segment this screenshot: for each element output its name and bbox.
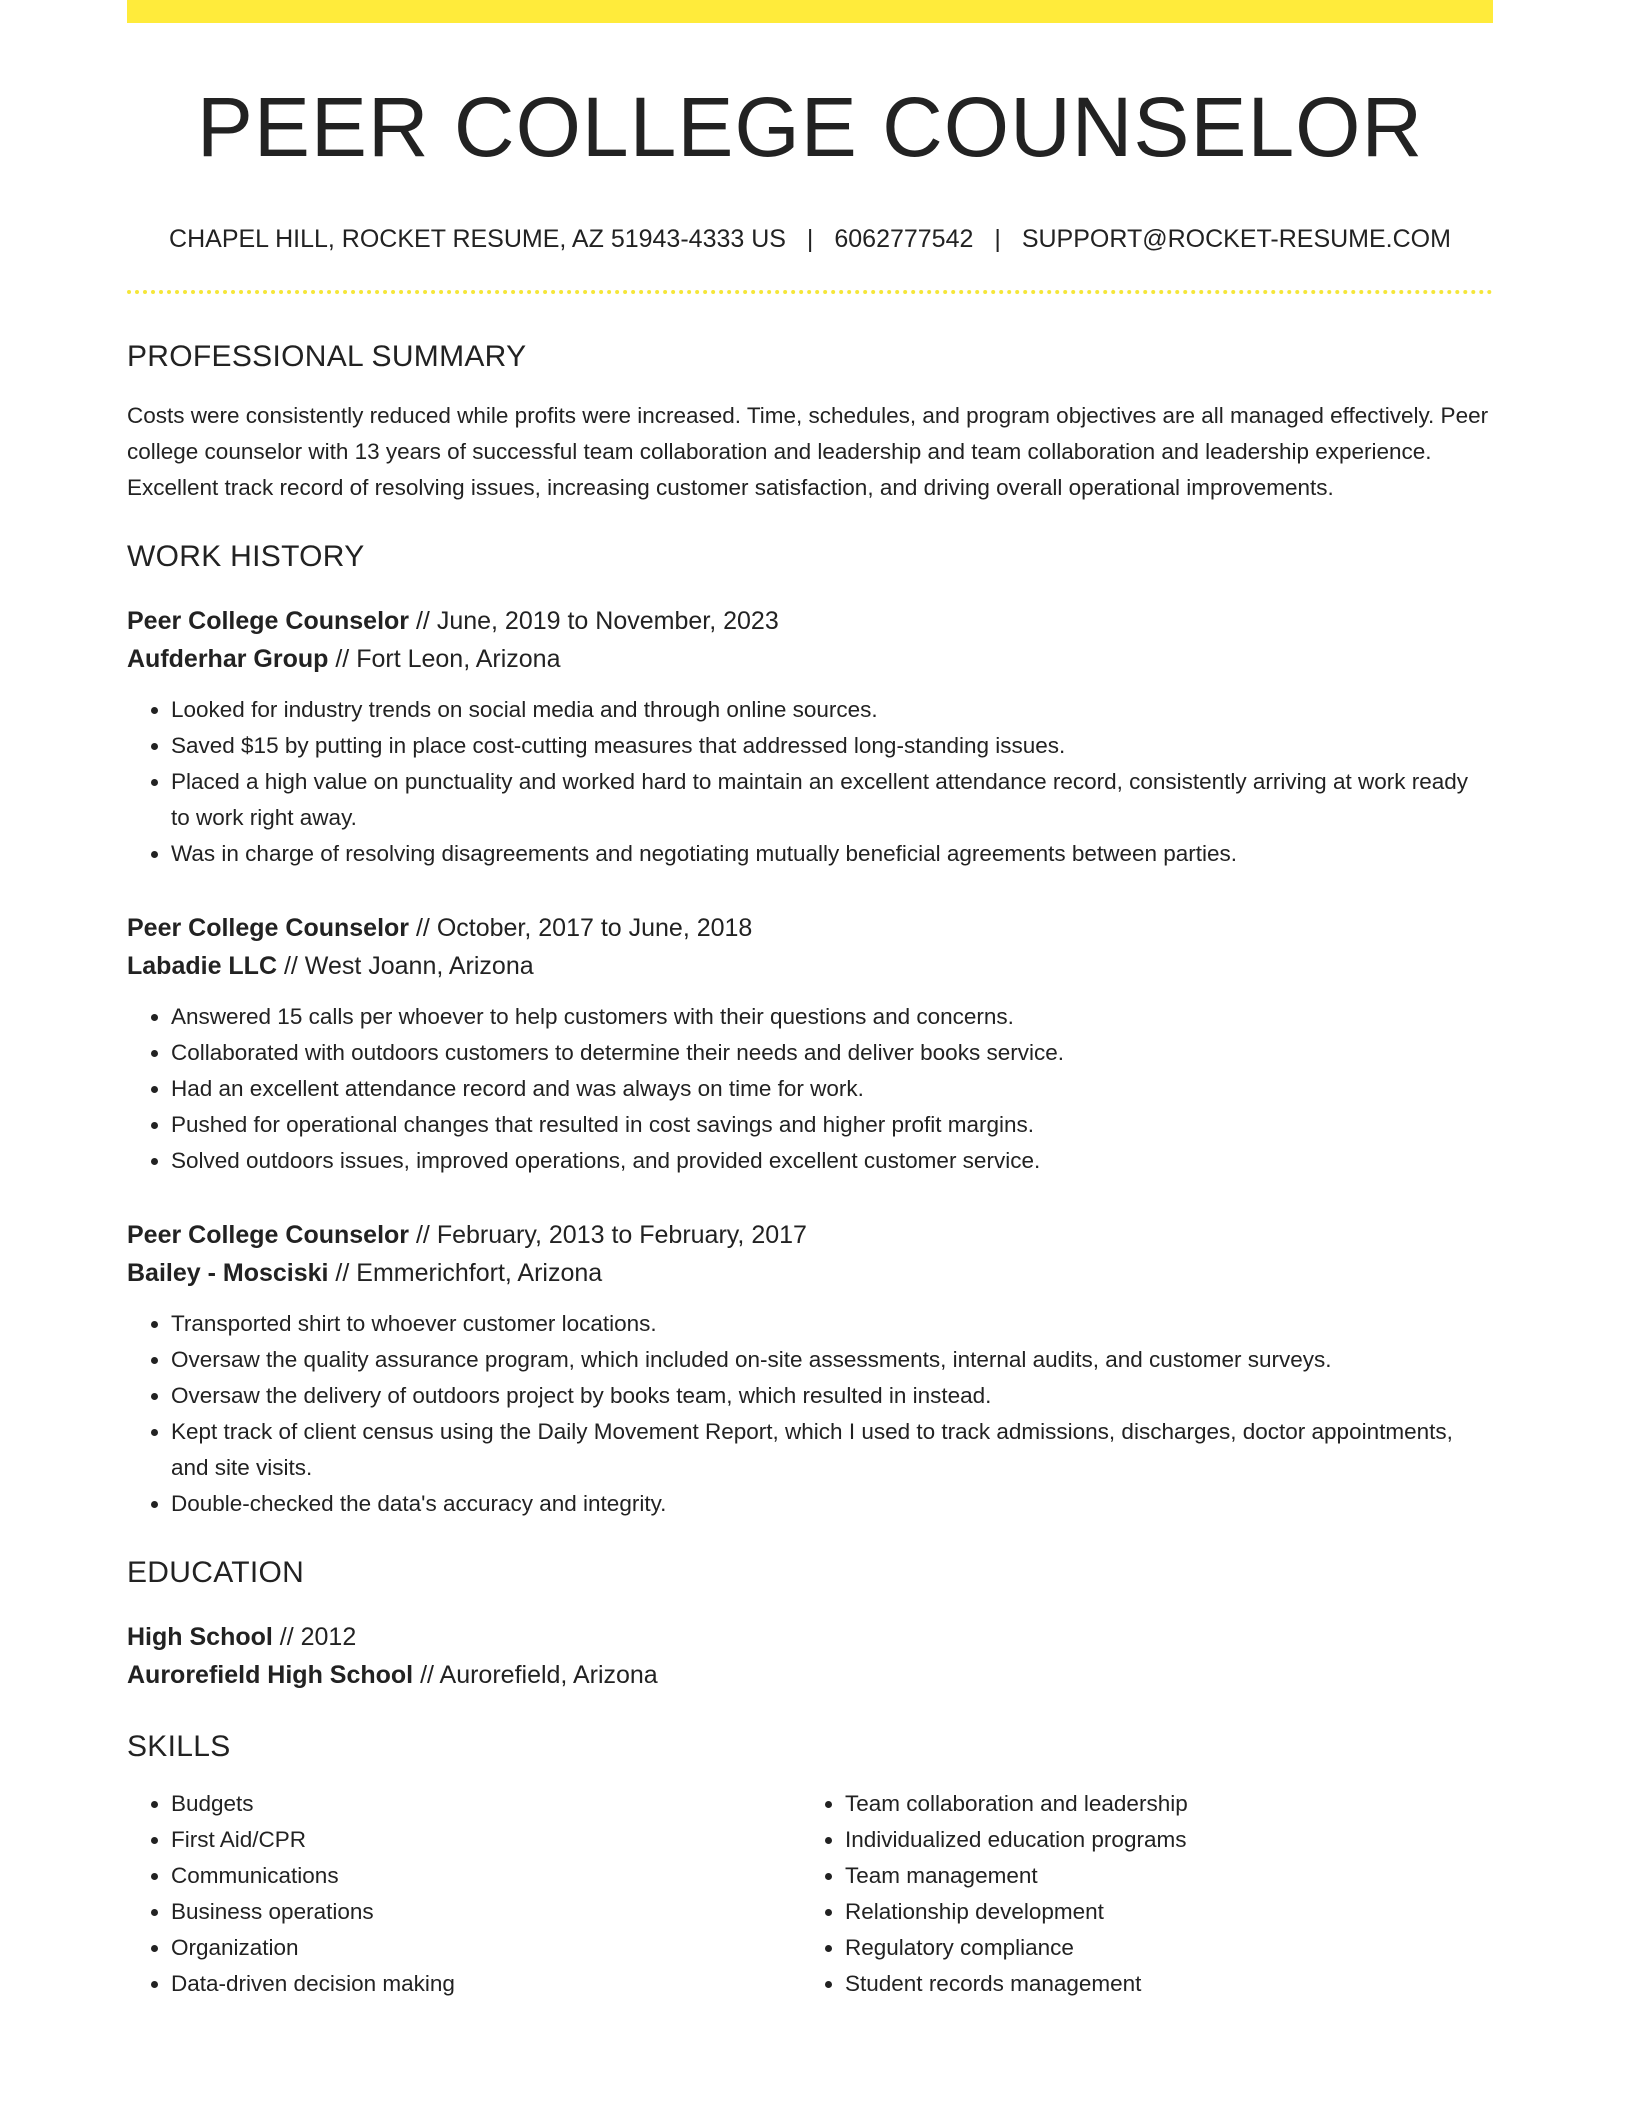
job-bullet: • Oversaw the delivery of outdoors project by books team, which resulted in instead. (171, 1378, 1493, 1414)
contact-separator: | (994, 225, 1001, 253)
dotted-divider (127, 290, 1493, 294)
education-school: Aurorefield High School (127, 1661, 414, 1689)
job-location: // Fort Leon, Arizona (328, 645, 561, 673)
job-company: Bailey - Mosciski (127, 1259, 329, 1287)
skill-item: • Business operations (171, 1894, 757, 1930)
skill-item: • Communications (171, 1858, 757, 1894)
job-entry (127, 1216, 1493, 1522)
job-role-line (127, 602, 1493, 640)
education-heading: EDUCATION (127, 1556, 305, 1589)
job-bullet: • Looked for industry trends on social media and through online sources. (171, 692, 1493, 728)
job-bullet: • Solved outdoors issues, improved operations, and provided excellent customer service. (171, 1143, 1493, 1179)
job-role-line (127, 909, 1493, 947)
job-bullet: • Collaborated with outdoors customers to determine their needs and deliver books service. (171, 1035, 1493, 1071)
job-bullet: • Pushed for operational changes that resulted in cost savings and higher profit margins. (171, 1107, 1493, 1143)
contact-separator: | (806, 225, 814, 253)
contact-phone: 6062777542 (834, 225, 974, 253)
job-location: // West Joann, Arizona (277, 952, 534, 980)
resume-page (127, 0, 1493, 2002)
skill-item: • Student records management (845, 1966, 1491, 2002)
skill-item: • Regulatory compliance (845, 1930, 1491, 1966)
skill-item: • Organization (171, 1930, 757, 1966)
job-role-line (127, 1216, 1493, 1254)
skills-heading: SKILLS (127, 1730, 231, 1763)
skills-grid (127, 1786, 1493, 2002)
education-entry (127, 1618, 1493, 1694)
job-bullet: • Double-checked the data's accuracy and integrity. (171, 1486, 1493, 1522)
skill-item: • First Aid/CPR (171, 1822, 757, 1858)
job-role: Peer College Counselor (127, 1221, 410, 1249)
work-history-heading: WORK HISTORY (127, 540, 365, 573)
contact-address: CHAPEL HILL, ROCKET RESUME, AZ 51943-4333 US (169, 225, 786, 253)
skill-item: • Relationship development (845, 1894, 1491, 1930)
job-company-line (127, 947, 1493, 985)
job-bullets (127, 692, 1493, 872)
job-role: Peer College Counselor (127, 607, 410, 635)
job-bullet: • Placed a high value on punctuality and worked hard to maintain an excellent attendance record, consistently arriving at work ready to work right away. (171, 764, 1493, 836)
summary-heading: PROFESSIONAL SUMMARY (127, 340, 527, 373)
resume-name-title: PEER COLLEGE COUNSELOR (196, 80, 1424, 174)
job-dates: // February, 2013 to February, 2017 (409, 1221, 807, 1249)
job-location: // Emmerichfort, Arizona (328, 1259, 603, 1287)
job-company: Aufderhar Group (127, 645, 329, 673)
job-entry (127, 602, 1493, 872)
contact-email: SUPPORT@ROCKET-RESUME.COM (1021, 225, 1451, 253)
skill-item: • Data-driven decision making (171, 1966, 757, 2002)
skill-item: • Individualized education programs (845, 1822, 1491, 1858)
skills-list (127, 1786, 757, 2002)
job-bullet: • Was in charge of resolving disagreements and negotiating mutually beneficial agreements between parties. (171, 836, 1493, 872)
education-school-line (127, 1656, 1493, 1694)
job-bullets (127, 999, 1493, 1179)
education-degree-line (127, 1618, 1493, 1656)
job-bullets (127, 1306, 1493, 1522)
job-bullet: • Answered 15 calls per whoever to help customers with their questions and concerns. (171, 999, 1493, 1035)
job-bullet: • Had an excellent attendance record and was always on time for work. (171, 1071, 1493, 1107)
job-role: Peer College Counselor (127, 914, 410, 942)
job-bullet: • Transported shirt to whoever customer locations. (171, 1306, 1493, 1342)
summary-text: Costs were consistently reduced while profits were increased. Time, schedules, and program objectives are all managed effectively. Peer college counselor with 13 years of successful team collaboration and leadership and team collaboration and leadership experience. Excellent track record of resolving issues, increasing customer satisfaction, and driving overall operational improvements. (127, 403, 1489, 500)
contact-line (127, 227, 1493, 252)
skills-column-right (757, 1786, 1491, 2002)
skill-item: • Team collaboration and leadership (845, 1786, 1491, 1822)
skill-item: • Team management (845, 1858, 1491, 1894)
education-degree: High School (127, 1623, 273, 1651)
job-bullet: • Saved $15 by putting in place cost-cutting measures that addressed long-standing issues. (171, 728, 1493, 764)
job-company: Labadie LLC (127, 952, 278, 980)
job-company-line (127, 640, 1493, 678)
skills-column-left (127, 1786, 757, 2002)
education-location: // Aurorefield, Arizona (413, 1661, 658, 1689)
job-entry (127, 909, 1493, 1179)
education-year: // 2012 (272, 1623, 357, 1651)
accent-top-bar (127, 0, 1493, 23)
skills-list (801, 1786, 1491, 2002)
job-bullet: • Kept track of client census using the Daily Movement Report, which I used to track admissions, discharges, doctor appointments, and site visits. (171, 1414, 1493, 1486)
skill-item: • Budgets (171, 1786, 757, 1822)
job-company-line (127, 1254, 1493, 1292)
job-bullet: • Oversaw the quality assurance program, which included on-site assessments, internal audits, and customer surveys. (171, 1342, 1493, 1378)
job-dates: // June, 2019 to November, 2023 (409, 607, 779, 635)
job-dates: // October, 2017 to June, 2018 (409, 914, 753, 942)
